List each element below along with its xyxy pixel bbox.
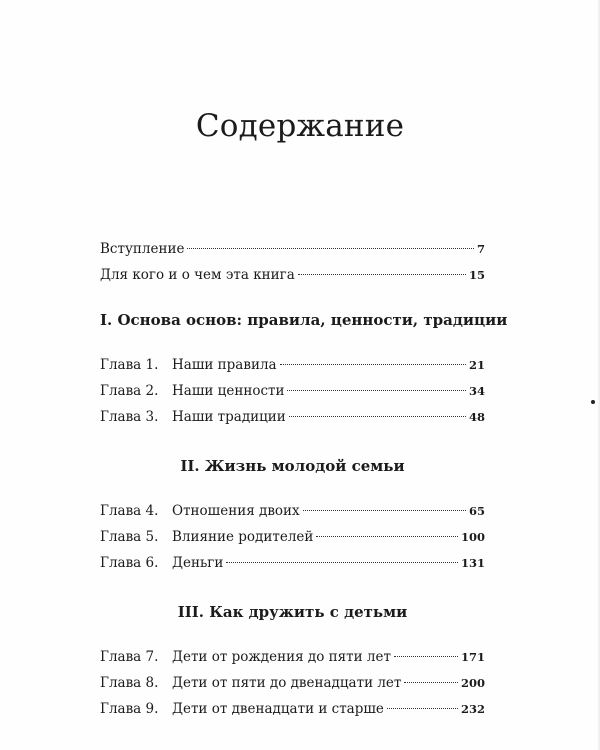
toc-entry-intro[interactable]	[100, 236, 485, 262]
entry-title: Для кого и о чем эта книга	[100, 267, 295, 283]
page-number: 65	[468, 504, 485, 518]
chapter-title: Дети от двенадцати и старше	[172, 701, 384, 717]
page-title: Содержание	[195, 108, 405, 144]
dot-leader	[316, 536, 458, 537]
dot-leader	[303, 510, 466, 511]
page-number: 21	[468, 358, 485, 372]
chapter-title: Отношения двоих	[172, 503, 300, 519]
chapter-label: Глава 6.	[100, 555, 159, 571]
chapter-title: Дети от пяти до двенадцати лет	[172, 675, 402, 691]
toc-entry-chapter-3[interactable]	[100, 404, 485, 430]
dot-leader	[394, 656, 458, 657]
page-number: 232	[460, 702, 485, 716]
chapter-label: Глава 8.	[100, 675, 159, 691]
chapter-label: Глава 7.	[100, 649, 159, 665]
toc-entry-chapter-6[interactable]	[100, 550, 485, 576]
dot-leader	[404, 682, 458, 683]
page-number: 15	[468, 268, 485, 282]
part-heading-3[interactable]: III. Как дружить с детьми	[177, 603, 408, 621]
dot-leader	[287, 390, 466, 391]
chapter-label: Глава 1.	[100, 357, 159, 373]
page-number: 7	[476, 242, 485, 256]
chapter-label: Глава 5.	[100, 529, 159, 545]
chapter-title: Наши ценности	[172, 383, 285, 399]
intro-entries	[100, 236, 485, 288]
toc-entry-chapter-4[interactable]	[100, 498, 485, 524]
chapter-title: Деньги	[172, 555, 224, 571]
toc-entry-chapter-9[interactable]	[100, 696, 485, 722]
chapter-label: Глава 4.	[100, 503, 159, 519]
dot-leader	[226, 562, 458, 563]
page-number: 131	[460, 556, 485, 570]
chapter-title: Наши правила	[172, 357, 277, 373]
dot-leader	[387, 708, 458, 709]
scan-dot-mark	[591, 400, 595, 404]
dot-leader	[280, 364, 466, 365]
chapter-title: Дети от рождения до пяти лет	[172, 649, 391, 665]
page-number: 171	[460, 650, 485, 664]
toc-entry-chapter-2[interactable]	[100, 378, 485, 404]
table-of-contents	[100, 236, 508, 748]
part-heading-2[interactable]: II. Жизнь молодой семьи	[180, 457, 405, 475]
chapter-label: Глава 9.	[100, 701, 159, 717]
part-1-chapters	[100, 352, 485, 430]
toc-entry-chapter-8[interactable]	[100, 670, 485, 696]
part-heading-1[interactable]: I. Основа основ: правила, ценности, традиции	[100, 311, 508, 329]
entry-title: Вступление	[100, 241, 185, 257]
toc-entry-chapter-7[interactable]	[100, 644, 485, 670]
toc-entry-chapter-1[interactable]	[100, 352, 485, 378]
dot-leader	[289, 416, 466, 417]
chapter-title: Влияние родителей	[172, 529, 314, 545]
part-2-chapters	[100, 498, 485, 576]
page-number: 200	[460, 676, 485, 690]
dot-leader	[187, 248, 474, 249]
chapter-label: Глава 3.	[100, 409, 159, 425]
dot-leader	[298, 274, 466, 275]
toc-entry-chapter-5[interactable]	[100, 524, 485, 550]
page-number: 34	[468, 384, 485, 398]
part-3-chapters	[100, 644, 485, 722]
page-number: 48	[468, 410, 485, 424]
chapter-title: Наши традиции	[172, 409, 286, 425]
toc-entry-audience[interactable]	[100, 262, 485, 288]
page-number: 100	[460, 530, 485, 544]
chapter-label: Глава 2.	[100, 383, 159, 399]
